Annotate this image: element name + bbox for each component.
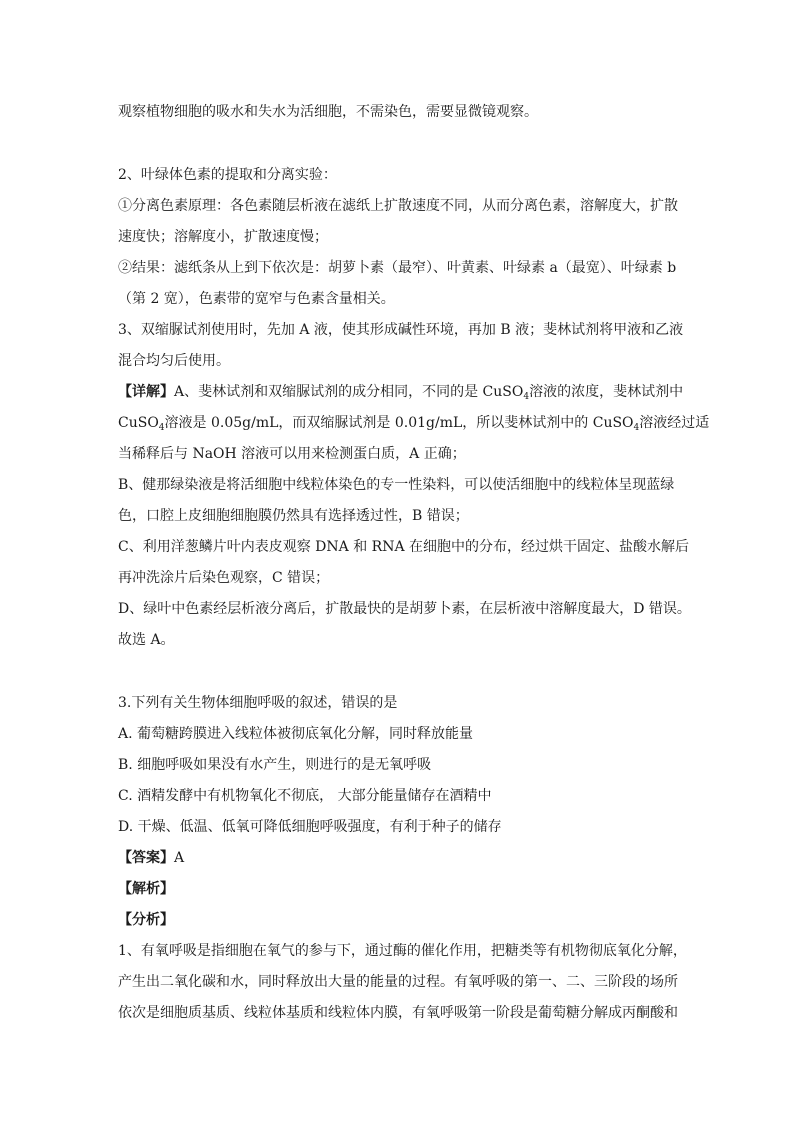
question-stem: 3.下列有关生物体细胞呼吸的叙述，错误的是 [118,695,398,711]
paragraph-line: 混合均匀后使用。 [118,353,230,369]
paragraph-line: 1、有氧呼吸是指细胞在氧气的参与下，通过酶的催化作用，把糖类等有机物彻底氧化分解， [118,943,687,959]
detail-label: 【详解】 [118,384,174,400]
paragraph-line: B、健那绿染液是将活细胞中线粒体染色的专一性染料，可以使活细胞中的线粒体呈现蓝绿 [118,477,675,493]
text-span: 溶液是 0.05g/mL，而双缩脲试剂是 0.01g/mL，所以斐林试剂中的 CuSO [164,415,634,431]
option-d: D. 干燥、低温、低氧可降低细胞呼吸强度，有利于种子的储存 [118,819,502,835]
option-b: B. 细胞呼吸如果没有水产生，则进行的是无氧呼吸 [118,757,432,773]
paragraph-line: D、绿叶中色素经层析液分离后，扩散最快的是胡萝卜素，在层析液中溶解度最大，D 错误。 [118,601,691,617]
option-c: C. 酒精发酵中有机物氧化不彻底， 大部分能量储存在酒精中 [118,788,492,804]
text-span: CuSO [118,415,159,431]
text-span: 溶液经过适 [639,415,710,431]
paragraph-line: ②结果：滤纸条从上到下依次是：胡萝卜素（最窄）、叶黄素、叶绿素 a（最宽）、叶绿素 b [118,260,677,276]
paragraph-line: 再冲洗涂片后染色观察，C 错误； [118,570,330,586]
text-span: A、斐林试剂和双缩脲试剂的成分相同，不同的是 CuSO [174,384,524,400]
answer-value: A [174,850,185,866]
answer-label: 【答案】 [118,850,174,866]
subscript: 4 [633,423,640,433]
paragraph-line: 当稀释后与 NaOH 溶液可以用来检测蛋白质，A 正确； [118,446,466,462]
paragraph-line: 速度快；溶解度小，扩散速度慢； [118,229,328,245]
paragraph-line: C、利用洋葱鳞片叶内表皮观察 DNA 和 RNA 在细胞中的分布，经过烘干固定、盐酸水解后 [118,539,689,555]
analysis-heading: 【解析】 [118,881,174,897]
section-heading: 2、叶绿体色素的提取和分离实验： [118,167,337,183]
paragraph-line [118,413,710,438]
subscript: 4 [523,392,530,402]
paragraph-line: 故选 A。 [118,632,175,648]
paragraph-line: 3、双缩脲试剂使用时，先加 A 液，使其形成碱性环境，再加 B 液；斐林试剂将甲液和乙液 [118,322,684,338]
fenxi-heading: 【分析】 [118,912,174,928]
detail-line [118,382,683,407]
subscript: 4 [158,423,165,433]
paragraph-line: 观察植物细胞的吸水和失水为活细胞，不需染色，需要显微镜观察。 [118,104,538,120]
answer-line [118,848,683,868]
option-a: A. 葡萄糖跨膜进入线粒体被彻底氧化分解，同时释放能量 [118,726,474,742]
paragraph-line: 产生出二氧化碳和水，同时释放出大量的能量的过程。有氧呼吸的第一、二、三阶段的场所 [118,974,678,990]
paragraph-line: 色，口腔上皮细胞细胞膜仍然具有选择透过性，B 错误； [118,508,469,524]
analysis-label [118,879,683,899]
paragraph-line: 依次是细胞质基质、线粒体基质和线粒体内膜，有氧呼吸第一阶段是葡萄糖分解成丙酮酸和 [118,1005,678,1021]
paragraph-line: ①分离色素原理：各色素随层析液在滤纸上扩散速度不同，从而分离色素，溶解度大，扩散 [118,198,678,214]
text-span: 溶液的浓度，斐林试剂中 [529,384,684,400]
paragraph-line: （第 2 宽），色素带的宽窄与色素含量相关。 [118,291,395,307]
fenxi-label [118,910,683,930]
